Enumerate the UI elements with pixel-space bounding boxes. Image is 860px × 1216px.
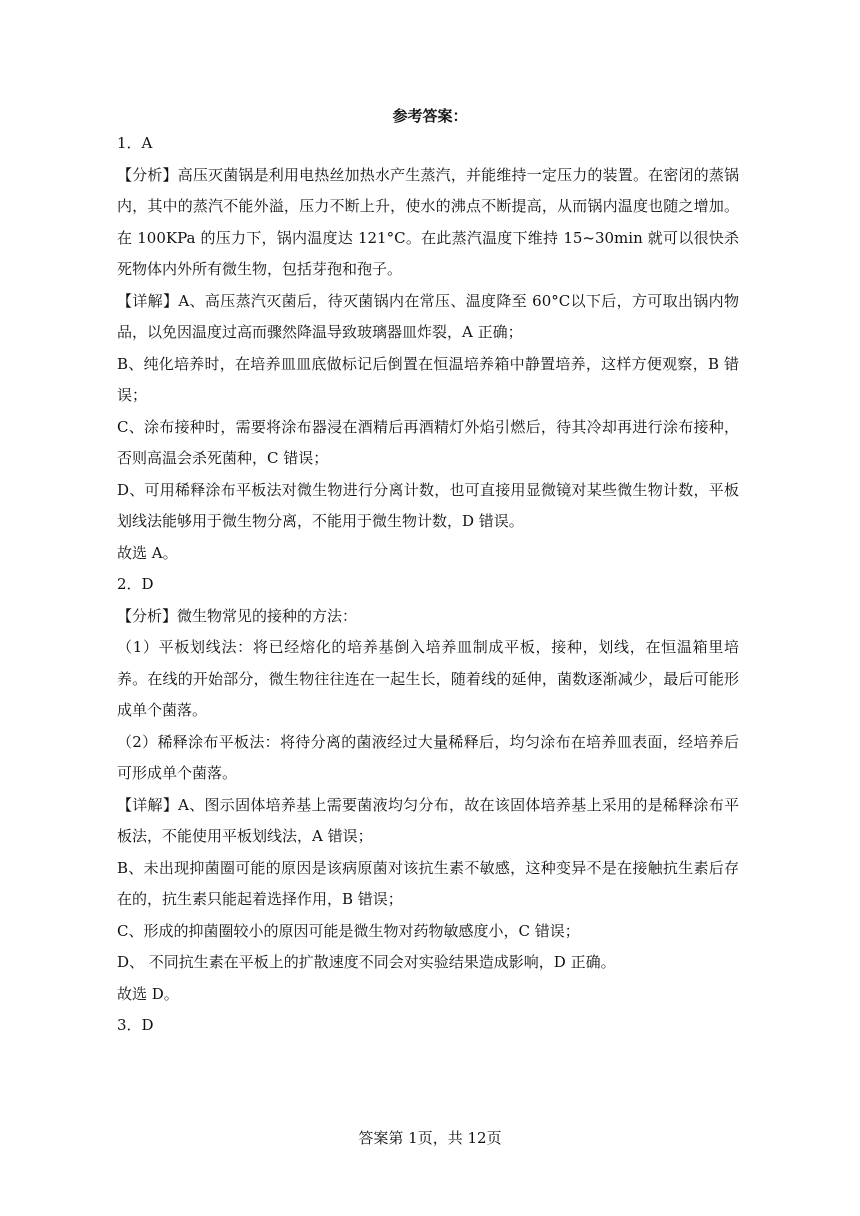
option-paragraph: D、 不同抗生素在平板上的扩散速度不同会对实验结果造成影响，D 正确。 xyxy=(117,953,616,971)
method-paragraph: （2）稀释涂布平板法：将待分离的菌液经过大量稀释后，均匀涂布在培养皿表面，经培养后可形成单个菌落。 xyxy=(117,732,739,782)
option-paragraph: B、纯化培养时，在培养皿皿底做标记后倒置在恒温培养箱中静置培养，这样方便观察，B 错误； xyxy=(117,354,739,404)
detail-paragraph: 【详解】A、图示固体培养基上需要菌液均匀分布，故在该固体培养基上采用的是稀释涂布平板法，不能使用平板划线法，A 错误； xyxy=(117,795,739,845)
page-title: 参考答案： xyxy=(392,107,468,125)
option-paragraph: D、可用稀释涂布平板法对微生物进行分离计数，也可直接用显微镜对某些微生物计数，平板划线法能够用于微生物分离，不能用于微生物计数，D 错误。 xyxy=(117,480,739,530)
analysis-paragraph: 【分析】微生物常见的接种的方法： xyxy=(117,606,358,625)
option-paragraph: C、涂布接种时，需要将涂布器浸在酒精后再酒精灯外焰引燃后，待其冷却再进行涂布接种，否则高温会杀死菌种，C 错误； xyxy=(117,417,739,467)
detail-paragraph: 【详解】A、高压蒸汽灭菌后，待灭菌锅内在常压、温度降至 60°C以下后，方可取出锅内物品，以免因温度过高而骤然降温导致玻璃器皿炸裂，A 正确； xyxy=(117,291,739,341)
option-paragraph: B、未出现抑菌圈可能的原因是该病原菌对该抗生素不敏感，这种变异不是在接触抗生素后存在的，抗生素只能起着选择作用，B 错误； xyxy=(117,858,739,908)
method-paragraph: （1）平板划线法：将已经熔化的培养基倒入培养皿制成平板，接种，划线，在恒温箱里培养。在线的开始部分，微生物往往连在一起生长，随着线的延伸，菌数逐渐减少，最后可能形成单个菌落。 xyxy=(117,638,739,719)
answer-number: 2．D xyxy=(117,575,154,593)
answer-number: 1．A xyxy=(117,134,153,152)
conclusion-paragraph: 故选 D。 xyxy=(117,984,179,1003)
answer-number: 3．D xyxy=(117,1016,154,1034)
conclusion-paragraph: 故选 A。 xyxy=(117,543,178,562)
answer-content xyxy=(117,128,739,1042)
option-paragraph: C、形成的抑菌圈较小的原因可能是微生物对药物敏感度小，C 错误； xyxy=(117,921,580,940)
analysis-paragraph: 【分析】高压灭菌锅是利用电热丝加热水产生蒸汽，并能维持一定压力的装置。在密闭的蒸锅内，其中的蒸汽不能外溢，压力不断上升，使水的沸点不断提高，从而锅内温度也随之增加。在 100KPa 的压力下，锅内温度达 121°C。在此蒸汽温度下维持 15~30min 就可以很快杀死物体内外所有微生物，包括芽孢和孢子。 xyxy=(117,165,739,278)
page-footer: 答案第 1页，共 12页 xyxy=(358,1129,502,1147)
